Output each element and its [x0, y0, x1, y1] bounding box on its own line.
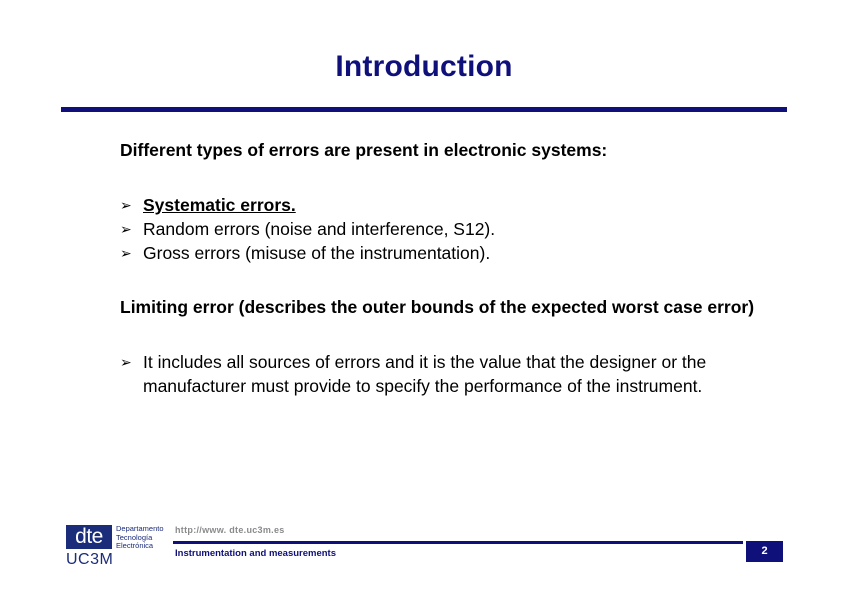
list-item — [120, 217, 780, 241]
list-item — [120, 193, 780, 217]
limiting-error-heading: Limiting error (describes the outer bounds of the expected worst case error) — [120, 297, 755, 317]
limiting-error-text: It includes all sources of errors and it is the value that the designer or the manufacturer must provide to specify the performance of the instrument. — [143, 352, 707, 396]
arrow-bullet-icon: ➢ — [120, 197, 132, 213]
logo-mark: dte — [66, 525, 112, 549]
limiting-error-list — [120, 350, 780, 398]
logo-department — [116, 525, 164, 551]
error-types-list — [120, 193, 780, 265]
list-item — [120, 241, 780, 265]
gross-errors-label: Gross errors (misuse of the instrumentation). — [143, 243, 491, 263]
logo-university: UC3M — [66, 551, 114, 568]
systematic-errors-label: Systematic errors. — [143, 195, 296, 215]
footer-url-link[interactable]: http://www. dte.uc3m.es — [175, 525, 285, 535]
list-item — [120, 350, 780, 398]
logo-dept-line: Departamento — [116, 524, 164, 533]
arrow-bullet-icon: ➢ — [120, 245, 132, 261]
intro-text: Different types of errors are present in electronic systems: — [120, 140, 608, 160]
logo-dept-line: Tecnología — [116, 532, 153, 542]
arrow-bullet-icon: ➢ — [120, 221, 132, 237]
random-errors-label: Random errors (noise and interference, S12). — [143, 219, 496, 239]
logo-dept-line: Electrónica — [116, 541, 154, 550]
arrow-bullet-icon: ➢ — [120, 354, 132, 370]
slide-content — [120, 138, 780, 398]
page-number: 2 — [746, 541, 783, 562]
footer-divider — [173, 541, 743, 544]
title-divider — [61, 107, 787, 112]
slide-title: Introduction — [335, 50, 513, 83]
footer-course-title: Instrumentation and measurements — [175, 548, 337, 559]
dte-uc3m-logo — [66, 525, 166, 569]
